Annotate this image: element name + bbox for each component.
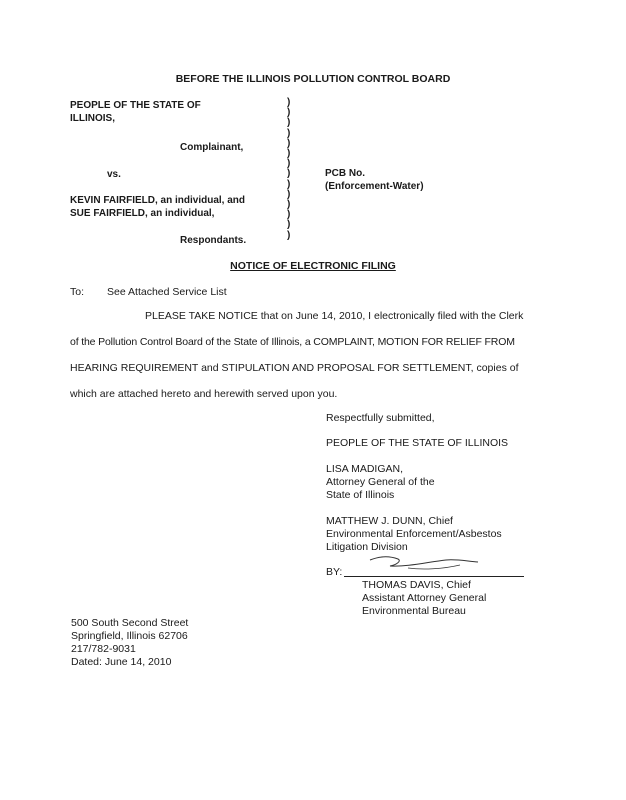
to-value: See Attached Service List: [107, 286, 227, 298]
ag-title-2: State of Illinois: [326, 489, 395, 501]
body-line-2: of the Pollution Control Board of the State of Illinois, a COMPLAINT, MOTION FOR RELIEF FROM: [70, 336, 515, 348]
body-line-3: HEARING REQUIREMENT and STIPULATION AND PROPOSAL FOR SETTLEMENT, copies of: [70, 362, 519, 374]
bracket-mark: ): [287, 178, 291, 190]
ag-title-1: Attorney General of the: [326, 476, 435, 488]
bracket-mark: ): [287, 97, 291, 108]
body-line-4: which are attached hereto and herewith served upon you.: [70, 388, 338, 400]
complainant-name-line-2: ILLINOIS,: [70, 113, 115, 124]
signer-title-1: Assistant Attorney General: [362, 592, 487, 604]
address-street: 500 South Second Street: [71, 617, 189, 629]
bracket-mark: ): [287, 219, 291, 231]
notice-heading: NOTICE OF ELECTRONIC FILING: [230, 260, 396, 272]
bracket-mark: ): [287, 209, 291, 221]
ag-name: LISA MADIGAN,: [326, 463, 404, 475]
bracket-mark: ): [287, 168, 291, 180]
chief-name: MATTHEW J. DUNN, Chief: [326, 515, 453, 527]
signer-name: THOMAS DAVIS, Chief: [362, 579, 471, 591]
signature-line: [344, 576, 524, 577]
closing: Respectfully submitted,: [326, 412, 435, 424]
by-label: BY:: [326, 566, 343, 578]
date-line: Dated: June 14, 2010: [71, 656, 172, 668]
respondent-name-line-2: SUE FAIRFIELD, an individual,: [70, 208, 215, 219]
party-name: PEOPLE OF THE STATE OF ILLINOIS: [326, 437, 509, 449]
caption-bracket-column: [287, 98, 290, 241]
bracket-mark: ): [287, 117, 291, 129]
document-title: BEFORE THE ILLINOIS POLLUTION CONTROL BOARD: [175, 73, 451, 85]
address-phone: 217/782-9031: [71, 643, 136, 655]
case-type: (Enforcement-Water): [325, 181, 424, 192]
complainant-name-line-1: PEOPLE OF THE STATE OF: [70, 100, 201, 111]
bracket-mark: ): [287, 107, 291, 119]
bracket-mark: ): [287, 229, 291, 241]
bracket-mark: ): [287, 137, 291, 149]
respondent-role: Respondants.: [180, 235, 247, 246]
bracket-mark: ): [287, 127, 291, 139]
versus-label: vs.: [107, 169, 121, 180]
to-label: To:: [70, 286, 85, 298]
address-city: Springfield, Illinois 62706: [71, 630, 188, 642]
complainant-role: Complainant,: [180, 142, 244, 153]
chief-title-2: Litigation Division: [326, 541, 408, 553]
handwritten-signature: [368, 550, 488, 576]
bracket-mark: ): [287, 188, 291, 200]
respondent-name-line-1: KEVIN FAIRFIELD, an individual, and: [70, 195, 246, 206]
case-number: PCB No.: [325, 168, 365, 179]
bracket-mark: ): [287, 148, 291, 160]
bracket-mark: ): [287, 199, 291, 211]
chief-title-1: Environmental Enforcement/Asbestos: [326, 528, 502, 540]
bracket-mark: ): [287, 158, 291, 170]
signer-title-2: Environmental Bureau: [362, 605, 466, 617]
body-line-1: PLEASE TAKE NOTICE that on June 14, 2010, I electronically filed with the Clerk: [145, 310, 524, 322]
